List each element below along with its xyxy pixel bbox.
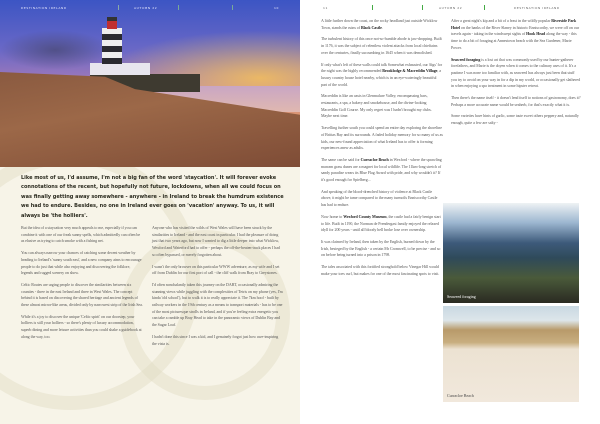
paragraph — [451, 95, 581, 108]
page-number: 11 — [323, 6, 329, 10]
text-segment: After a great night's kip and a bit of a feast in the wildly popular — [451, 18, 552, 23]
intro-paragraph: Like most of us, I'd assume, I'm not a big fan of the word 'staycation'. It will forever evoke connotations of the recent, but hopefully not future, lockdowns, when all we could focus on was finally getting away somewhere - anywhere - in Ireland to break the humdrum existence we had to endure. Besides, no one in Ireland ever goes on 'vacation' anyway. To us, it will always be 'the holliers'. — [21, 175, 284, 219]
text-segment: along the way - this time to do a bit of foraging at Annestown beach with the Sea Gardener, Marie Power. — [451, 31, 577, 50]
bold-highlight: Hook Head — [526, 31, 546, 37]
text-segment: Macreddin is like an oasis in Glenmalure Valley, encompassing bars, restaurants, a spa, a bakery and smokehouse, and the divine-looking Macreddin Golf Course. My only regret was I hadn't brought my clubs. Maybe next time. — [321, 93, 432, 119]
photo-caption: Seaweed foraging — [447, 294, 476, 299]
text-column — [451, 18, 581, 132]
text-segment: I hadn't done this since I was a kid, and I genuinely forgot just how awe-inspiring the vista is. — [152, 333, 279, 346]
text-segment: Celtic Routes are urging people to discover the similarities between six counties - three in the east Ireland and three in West Wales. The concept behind it is based on discovering the shared heritage and ancient legends of these almost mirror-like areas, divided only by narrowest strip of the Irish Sea. — [21, 281, 143, 308]
issue-label: AUTUMN 22 — [439, 6, 463, 10]
text-segment: I'd often nonchalantly taken this journey on the DART, occasionally admiring the stunning views while juggling with the complexities of Tetris on my phone (yes, I'm kinda 'old school'), but to walk it is to really appreciate it. The 7km hoof - built by railway workers in the 19th century as a means to transport materials - has to be one of the most picturesque strolls in Ireland, and if you're feeling extra energetic you can take a ramble up Bray Head to take in the panoramic views of Dublin Bay and the Sugar Loaf. — [152, 281, 283, 328]
text-segment: . — [381, 24, 383, 30]
text-segment: Anyone who has visited the wilds of West Wales will have been struck by the similarities to Ireland - and the east coast in particular. I had the pleasure of doing just that two years ago, but now I wanted to dig a little deeper into what Wicklow, Wexford and Waterford had to offer - perhaps the off-the-beaten-track places I had so often bypassed, or merely forgotten about. — [152, 225, 280, 257]
text-segment: You can always narrow your chances of catching some decent weather by heading to Ireland's 'sunny south east', and a new company aims to encourage people to do just that while also enjoying and discovering the folklore, legends and rugged scenery on show. — [21, 250, 142, 276]
paragraph — [321, 157, 443, 184]
paragraph — [152, 264, 283, 277]
text-column — [21, 225, 143, 346]
text-segment: And speaking of the blood-drenched history of violence at Black Castle above, it might be tame compared to the many turmoils Enniscorthy Castle has had to endure. — [321, 188, 438, 208]
text-segment: I wasn't the only browser on this particular WWW adventure, as my wife and I set off from Dublin for our first port of call - the cliff walk from Bray to Greystones. — [152, 263, 280, 276]
text-segment: The same can be said for — [321, 156, 361, 162]
text-segment: A little further down the coast, on the rocky headland just outside Wicklow Town, stands the ruins of — [321, 18, 438, 30]
text-segment: Now home to — [321, 213, 344, 219]
issue-label: AUTUMN 22 — [134, 6, 158, 10]
text-segment: Travelling further south you could spend an entire day exploring the shoreline of Brittas Bay and its surrounds. A faded holiday memory for so many of us as kids, our new-found appreciation of what Ireland has to offer is forming experiences anew as adults. — [321, 125, 443, 151]
lighthouse-photo — [0, 0, 300, 167]
photo-caption: Curracloe Beach — [447, 393, 474, 398]
bold-highlight: Brooklodge & Macreddin Village — [382, 68, 438, 74]
text-segment: in Wexford - where the sprawling marram grass dunes are a magnet for local wildlife. The 11km-long stretch of sandy paradise wears its Blue Flag Award with pride, and why wouldn't it? If it's good enough for Spielberg... — [321, 156, 442, 183]
paragraph — [321, 93, 443, 120]
section-label: DESTINATION IRELAND — [21, 6, 67, 10]
paragraph — [321, 18, 443, 31]
paragraph — [321, 36, 443, 56]
text-segment: Then there's the name itself - it doesn't lend itself to notions of gastronomy, does it? Perhaps a more accurate name would be seaherb, for that's exactly what it is. — [451, 95, 581, 107]
paragraph — [21, 225, 143, 245]
seaweed-foraging-photo — [443, 203, 579, 303]
paragraph — [21, 282, 143, 309]
text-segment: But the idea of a staycation very much appeals to me, especially if you can combine it with one of our freak sunny spells, which admittedly can often be as elusive as trying to catch smoke with a fishing net. — [21, 225, 141, 244]
text-segment: The turbulent history of this once not-so-humble abode is jaw-dropping. Built in 1176, it was the subject of relentless violent attacks from local chieftains over the centuries, finally succumbing in 1645 when it was demolished. — [321, 36, 442, 55]
section-label: DESTINATION IRELAND — [514, 6, 560, 10]
text-segment: is a lost art that was commonly used by our hunter-gatherer forefathers, and Marie is the doyen when it comes to the culinary uses of it. It's a pastime I was none too familiar with, as seaweed has always just been that stuff you try to avoid on your way in for a dip in my world, or occasionally get slathered in when enjoying a spa treatment in some hipster retreat. — [451, 56, 581, 89]
paragraph — [451, 57, 581, 91]
text-column — [321, 18, 443, 283]
paragraph — [321, 214, 443, 234]
text-segment: While it's a joy to discover the unique 'Celtic spirit' on our doorstep, your holliers is still your holliers - so there's plenty of luxury accommodation, superb dining and more leisure activities than you could shake a guidebook at along the way, too. — [21, 313, 142, 339]
paragraph — [321, 264, 443, 277]
paragraph — [451, 113, 581, 126]
bold-highlight: Wexford County Museum — [343, 213, 387, 219]
bold-highlight: Curracloe Beach — [360, 156, 389, 162]
text-segment: on the banks of the River Slaney in historic Enniscorthy, we were off on our travels again - taking in the windswept sights of — [451, 24, 579, 37]
paragraph — [152, 225, 283, 259]
text-segment: , the castle had a fairly benign start to life. Built in 1190, the Norman de Prendergast family enjoyed the relaxed idyll for 200 years - until all bloody hell broke lose over ownership. — [321, 213, 441, 233]
paragraph — [321, 125, 443, 152]
text-segment: Some varieties have hints of garlic, some taste sweet others peppery and, naturally enough, quite a few are salty - — [451, 113, 579, 126]
text-segment: If only what's left of these walls could talk Somewhat exhausted, our 'digs' for the night was the highly recommended — [321, 61, 443, 74]
paragraph — [321, 239, 443, 259]
text-segment: It was claimed by Ireland, then taken by the English, burned down by the Irish, besieged by the English - a certain Mr Cromwell, to be precise - and so on before being turned into a prison in 1798. — [321, 238, 441, 258]
bold-highlight: Black Castle — [360, 24, 382, 30]
bold-highlight: Seaweed foraging — [451, 56, 481, 62]
text-segment: , a luxury country house hotel nearby, which is in an eye-wateringly beautiful part of the world. — [321, 68, 442, 87]
text-column — [152, 225, 283, 352]
paragraph — [21, 314, 143, 341]
paragraph — [152, 334, 283, 347]
paragraph — [21, 250, 143, 277]
page-number: 10 — [274, 6, 280, 10]
paragraph — [321, 189, 443, 209]
paragraph — [152, 282, 283, 329]
bold-highlight: Riverside Park Hotel — [451, 18, 577, 30]
paragraph — [451, 18, 581, 52]
paragraph — [321, 62, 443, 89]
curracloe-beach-photo — [443, 306, 579, 402]
text-segment: The tales associated with this fortified stronghold below Vinegar Hill would make your toes curl, but makes for one of the most fascinating spots to visit. — [321, 264, 440, 276]
